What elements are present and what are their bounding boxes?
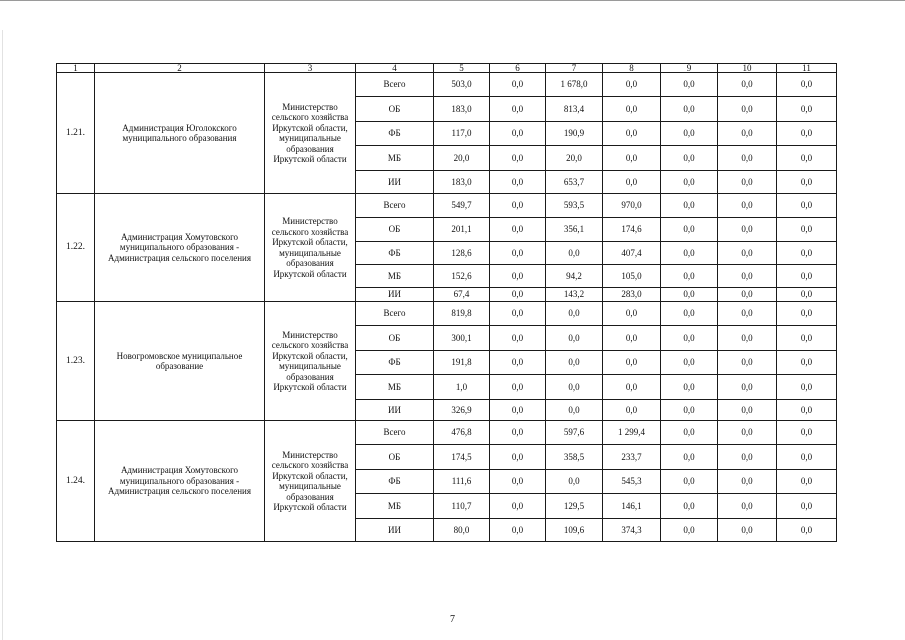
row-number: 1.23. xyxy=(57,302,95,421)
value-cell: 0,0 xyxy=(718,302,777,326)
value-cell: 597,6 xyxy=(546,421,603,445)
value-cell: 0,0 xyxy=(603,97,661,122)
program-financing-table xyxy=(56,63,837,542)
value-cell: 0,0 xyxy=(490,218,546,242)
value-cell: 0,0 xyxy=(718,519,777,542)
value-cell: 0,0 xyxy=(718,242,777,265)
value-cell: 0,0 xyxy=(661,519,718,542)
value-cell: 183,0 xyxy=(434,97,490,122)
value-cell: 0,0 xyxy=(718,171,777,194)
column-number: 2 xyxy=(95,64,265,73)
value-cell: 109,6 xyxy=(546,519,603,542)
value-cell: 117,0 xyxy=(434,122,490,146)
funding-source-cell: Всего xyxy=(356,73,434,97)
value-cell: 819,8 xyxy=(434,302,490,326)
value-cell: 0,0 xyxy=(603,400,661,421)
page-number: 7 xyxy=(450,614,455,625)
funding-source-cell: ОБ xyxy=(356,218,434,242)
value-cell: 110,7 xyxy=(434,494,490,519)
table-body xyxy=(57,64,837,542)
value-cell: 283,0 xyxy=(603,288,661,302)
column-number: 1 xyxy=(57,64,95,73)
value-cell: 0,0 xyxy=(718,146,777,171)
value-cell: 0,0 xyxy=(718,73,777,97)
funding-source-cell: ФБ xyxy=(356,470,434,494)
value-cell: 0,0 xyxy=(661,375,718,400)
value-cell: 191,8 xyxy=(434,351,490,375)
value-cell: 80,0 xyxy=(434,519,490,542)
value-cell: 129,5 xyxy=(546,494,603,519)
scan-top-border xyxy=(0,0,905,1)
column-number: 7 xyxy=(546,64,603,73)
value-cell: 0,0 xyxy=(777,351,837,375)
funding-source-cell: Всего xyxy=(356,194,434,218)
table-row xyxy=(57,194,837,218)
value-cell: 813,4 xyxy=(546,97,603,122)
value-cell: 0,0 xyxy=(718,375,777,400)
table-row xyxy=(57,302,837,326)
value-cell: 0,0 xyxy=(490,288,546,302)
value-cell: 105,0 xyxy=(603,265,661,288)
agency-cell: Министерство сельского хозяйства Иркутской области, муниципальные образования Иркутской области xyxy=(265,421,356,542)
value-cell: 0,0 xyxy=(718,194,777,218)
value-cell: 970,0 xyxy=(603,194,661,218)
row-number: 1.21. xyxy=(57,73,95,194)
value-cell: 0,0 xyxy=(490,194,546,218)
value-cell: 0,0 xyxy=(490,445,546,470)
row-number: 1.24. xyxy=(57,421,95,542)
value-cell: 0,0 xyxy=(718,265,777,288)
value-cell: 0,0 xyxy=(661,97,718,122)
funding-source-cell: ИИ xyxy=(356,288,434,302)
value-cell: 0,0 xyxy=(546,400,603,421)
value-cell: 0,0 xyxy=(490,242,546,265)
value-cell: 0,0 xyxy=(546,375,603,400)
value-cell: 0,0 xyxy=(777,326,837,351)
value-cell: 0,0 xyxy=(777,146,837,171)
value-cell: 407,4 xyxy=(603,242,661,265)
value-cell: 174,6 xyxy=(603,218,661,242)
funding-source-cell: ИИ xyxy=(356,400,434,421)
agency-cell: Министерство сельского хозяйства Иркутской области, муниципальные образования Иркутской области xyxy=(265,302,356,421)
value-cell: 0,0 xyxy=(490,265,546,288)
value-cell: 0,0 xyxy=(777,519,837,542)
value-cell: 0,0 xyxy=(661,494,718,519)
value-cell: 0,0 xyxy=(777,171,837,194)
value-cell: 545,3 xyxy=(603,470,661,494)
value-cell: 0,0 xyxy=(490,494,546,519)
value-cell: 0,0 xyxy=(661,326,718,351)
value-cell: 190,9 xyxy=(546,122,603,146)
value-cell: 549,7 xyxy=(434,194,490,218)
value-cell: 111,6 xyxy=(434,470,490,494)
value-cell: 0,0 xyxy=(490,146,546,171)
value-cell: 128,6 xyxy=(434,242,490,265)
funding-source-cell: МБ xyxy=(356,375,434,400)
funding-source-cell: Всего xyxy=(356,421,434,445)
value-cell: 0,0 xyxy=(661,421,718,445)
value-cell: 0,0 xyxy=(490,97,546,122)
agency-cell: Министерство сельского хозяйства Иркутской области, муниципальные образования Иркутской области xyxy=(265,194,356,302)
value-cell: 0,0 xyxy=(603,73,661,97)
value-cell: 0,0 xyxy=(661,171,718,194)
table-row xyxy=(57,421,837,445)
column-number: 3 xyxy=(265,64,356,73)
value-cell: 0,0 xyxy=(718,288,777,302)
column-number: 10 xyxy=(718,64,777,73)
value-cell: 183,0 xyxy=(434,171,490,194)
value-cell: 503,0 xyxy=(434,73,490,97)
value-cell: 0,0 xyxy=(603,326,661,351)
column-number: 6 xyxy=(490,64,546,73)
funding-source-cell: ОБ xyxy=(356,326,434,351)
value-cell: 1 299,4 xyxy=(603,421,661,445)
value-cell: 174,5 xyxy=(434,445,490,470)
value-cell: 358,5 xyxy=(546,445,603,470)
value-cell: 0,0 xyxy=(777,242,837,265)
funding-source-cell: ФБ xyxy=(356,351,434,375)
funding-source-cell: МБ xyxy=(356,265,434,288)
funding-source-cell: ОБ xyxy=(356,97,434,122)
value-cell: 476,8 xyxy=(434,421,490,445)
column-number: 9 xyxy=(661,64,718,73)
value-cell: 0,0 xyxy=(777,218,837,242)
value-cell: 300,1 xyxy=(434,326,490,351)
value-cell: 0,0 xyxy=(546,302,603,326)
value-cell: 0,0 xyxy=(490,519,546,542)
value-cell: 0,0 xyxy=(718,470,777,494)
value-cell: 0,0 xyxy=(718,445,777,470)
value-cell: 0,0 xyxy=(490,171,546,194)
column-number: 11 xyxy=(777,64,837,73)
value-cell: 0,0 xyxy=(490,400,546,421)
value-cell: 0,0 xyxy=(603,171,661,194)
value-cell: 146,1 xyxy=(603,494,661,519)
value-cell: 0,0 xyxy=(661,265,718,288)
value-cell: 653,7 xyxy=(546,171,603,194)
value-cell: 0,0 xyxy=(490,375,546,400)
value-cell: 0,0 xyxy=(718,494,777,519)
value-cell: 0,0 xyxy=(718,351,777,375)
value-cell: 143,2 xyxy=(546,288,603,302)
value-cell: 0,0 xyxy=(777,73,837,97)
value-cell: 94,2 xyxy=(546,265,603,288)
organization-cell: Новогромовское муниципальное образование xyxy=(95,302,265,421)
value-cell: 0,0 xyxy=(603,302,661,326)
value-cell: 0,0 xyxy=(661,218,718,242)
value-cell: 0,0 xyxy=(777,194,837,218)
value-cell: 0,0 xyxy=(718,421,777,445)
value-cell: 233,7 xyxy=(603,445,661,470)
value-cell: 0,0 xyxy=(718,97,777,122)
value-cell: 67,4 xyxy=(434,288,490,302)
value-cell: 0,0 xyxy=(777,470,837,494)
value-cell: 0,0 xyxy=(661,445,718,470)
value-cell: 0,0 xyxy=(490,351,546,375)
funding-source-cell: ФБ xyxy=(356,242,434,265)
value-cell: 0,0 xyxy=(718,326,777,351)
value-cell: 0,0 xyxy=(718,122,777,146)
value-cell: 356,1 xyxy=(546,218,603,242)
value-cell: 0,0 xyxy=(490,421,546,445)
value-cell: 0,0 xyxy=(661,470,718,494)
row-number: 1.22. xyxy=(57,194,95,302)
value-cell: 0,0 xyxy=(777,445,837,470)
funding-source-cell: МБ xyxy=(356,146,434,171)
column-number-row xyxy=(57,64,837,73)
funding-source-cell: ФБ xyxy=(356,122,434,146)
value-cell: 0,0 xyxy=(661,242,718,265)
value-cell: 0,0 xyxy=(777,494,837,519)
value-cell: 593,5 xyxy=(546,194,603,218)
value-cell: 0,0 xyxy=(777,122,837,146)
column-number: 4 xyxy=(356,64,434,73)
value-cell: 0,0 xyxy=(603,146,661,171)
value-cell: 0,0 xyxy=(546,242,603,265)
value-cell: 0,0 xyxy=(661,351,718,375)
scan-left-edge xyxy=(2,30,3,640)
value-cell: 0,0 xyxy=(661,400,718,421)
value-cell: 0,0 xyxy=(546,470,603,494)
column-number: 5 xyxy=(434,64,490,73)
value-cell: 0,0 xyxy=(661,122,718,146)
value-cell: 0,0 xyxy=(661,288,718,302)
value-cell: 0,0 xyxy=(603,122,661,146)
value-cell: 0,0 xyxy=(490,470,546,494)
value-cell: 0,0 xyxy=(777,421,837,445)
value-cell: 0,0 xyxy=(490,122,546,146)
value-cell: 0,0 xyxy=(777,400,837,421)
column-number: 8 xyxy=(603,64,661,73)
organization-cell: Администрация Хомутовского муниципального образования - Администрация сельского поселения xyxy=(95,194,265,302)
organization-cell: Администрация Хомутовского муниципального образования - Администрация сельского поселения xyxy=(95,421,265,542)
value-cell: 1,0 xyxy=(434,375,490,400)
funding-source-cell: Всего xyxy=(356,302,434,326)
value-cell: 0,0 xyxy=(777,375,837,400)
value-cell: 374,3 xyxy=(603,519,661,542)
value-cell: 0,0 xyxy=(777,302,837,326)
organization-cell: Администрация Юголокского муниципального образования xyxy=(95,73,265,194)
value-cell: 0,0 xyxy=(718,400,777,421)
value-cell: 0,0 xyxy=(661,302,718,326)
value-cell: 1 678,0 xyxy=(546,73,603,97)
funding-source-cell: ИИ xyxy=(356,519,434,542)
agency-cell: Министерство сельского хозяйства Иркутской области, муниципальные образования Иркутской области xyxy=(265,73,356,194)
table-row xyxy=(57,73,837,97)
value-cell: 0,0 xyxy=(490,73,546,97)
funding-source-cell: ОБ xyxy=(356,445,434,470)
value-cell: 0,0 xyxy=(661,194,718,218)
value-cell: 152,6 xyxy=(434,265,490,288)
funding-source-cell: ИИ xyxy=(356,171,434,194)
value-cell: 0,0 xyxy=(661,73,718,97)
value-cell: 201,1 xyxy=(434,218,490,242)
value-cell: 0,0 xyxy=(603,375,661,400)
value-cell: 20,0 xyxy=(546,146,603,171)
value-cell: 0,0 xyxy=(718,218,777,242)
value-cell: 0,0 xyxy=(777,265,837,288)
value-cell: 0,0 xyxy=(777,288,837,302)
funding-source-cell: МБ xyxy=(356,494,434,519)
value-cell: 0,0 xyxy=(490,326,546,351)
value-cell: 326,9 xyxy=(434,400,490,421)
value-cell: 0,0 xyxy=(490,302,546,326)
value-cell: 0,0 xyxy=(777,97,837,122)
value-cell: 0,0 xyxy=(603,351,661,375)
value-cell: 0,0 xyxy=(546,351,603,375)
value-cell: 0,0 xyxy=(661,146,718,171)
value-cell: 0,0 xyxy=(546,326,603,351)
value-cell: 20,0 xyxy=(434,146,490,171)
